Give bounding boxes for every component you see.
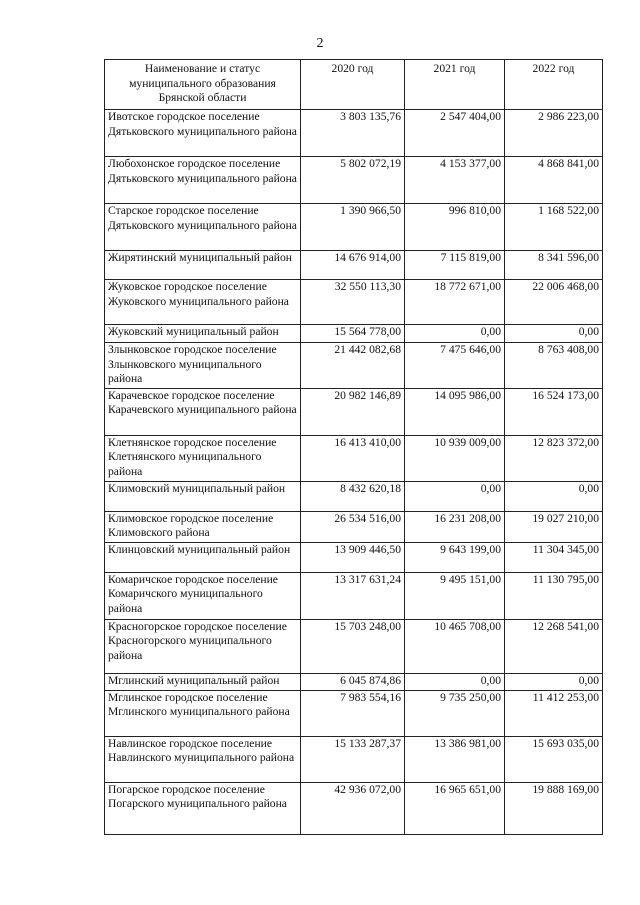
row-name-cell: Любохонское городское поселение Дятьковского муниципального района xyxy=(105,157,301,204)
row-2021-cell: 10 465 708,00 xyxy=(405,619,505,673)
page-number: 2 xyxy=(316,36,324,51)
row-name-cell: Жирятинский муниципальный район xyxy=(105,251,301,280)
table-row xyxy=(105,251,603,280)
row-name-cell: Карачевское городское поселение Карачевского муниципального района xyxy=(105,388,301,435)
row-2021-cell: 0,00 xyxy=(405,481,505,511)
row-name-cell: Погарское городское поселение Погарского муниципального района xyxy=(105,782,301,834)
row-2020-cell: 21 442 082,68 xyxy=(301,343,405,389)
table-row xyxy=(105,325,603,343)
row-name-cell: Жуковское городское поселение Жуковского муниципального района xyxy=(105,280,301,325)
row-name-cell: Мглинское городское поселение Мглинского муниципального района xyxy=(105,690,301,736)
row-2020-cell: 13 909 446,50 xyxy=(301,542,405,572)
row-2021-cell: 7 115 819,00 xyxy=(405,251,505,280)
row-2021-cell: 13 386 981,00 xyxy=(405,736,505,782)
row-2020-cell: 32 550 113,30 xyxy=(301,280,405,325)
table-row xyxy=(105,435,603,481)
row-2021-cell: 7 475 646,00 xyxy=(405,343,505,389)
row-2022-cell: 12 268 541,00 xyxy=(505,619,603,673)
table-header-row xyxy=(105,60,603,110)
table-row xyxy=(105,110,603,157)
row-2022-cell: 0,00 xyxy=(505,481,603,511)
budget-table xyxy=(104,59,603,835)
table-row xyxy=(105,280,603,325)
row-name-cell: Клетнянское городское поселение Клетнянского муниципального района xyxy=(105,435,301,481)
table-row xyxy=(105,481,603,511)
row-2020-cell: 3 803 135,76 xyxy=(301,110,405,157)
row-name-cell: Навлинское городское поселение Навлинского муниципального района xyxy=(105,736,301,782)
row-2020-cell: 15 133 287,37 xyxy=(301,736,405,782)
row-2021-cell: 996 810,00 xyxy=(405,204,505,251)
row-2022-cell: 22 006 468,00 xyxy=(505,280,603,325)
row-2022-cell: 0,00 xyxy=(505,673,603,690)
table-row xyxy=(105,690,603,736)
header-2020: 2020 год xyxy=(301,60,405,110)
row-2020-cell: 20 982 146,89 xyxy=(301,388,405,435)
row-name-cell: Старское городское поселение Дятьковского муниципального района xyxy=(105,204,301,251)
row-2020-cell: 7 983 554,16 xyxy=(301,690,405,736)
row-name-cell: Злынковское городское поселение Злынковского муниципального района xyxy=(105,343,301,389)
header-2022: 2022 год xyxy=(505,60,603,110)
row-2021-cell: 0,00 xyxy=(405,673,505,690)
table-row xyxy=(105,572,603,619)
table-row xyxy=(105,157,603,204)
row-2020-cell: 42 936 072,00 xyxy=(301,782,405,834)
row-2022-cell: 8 341 596,00 xyxy=(505,251,603,280)
row-2021-cell: 9 735 250,00 xyxy=(405,690,505,736)
table-row xyxy=(105,673,603,690)
row-2021-cell: 2 547 404,00 xyxy=(405,110,505,157)
table-row xyxy=(105,343,603,389)
row-2020-cell: 13 317 631,24 xyxy=(301,572,405,619)
row-2021-cell: 10 939 009,00 xyxy=(405,435,505,481)
row-name-cell: Мглинский муниципальный район xyxy=(105,673,301,690)
row-2022-cell: 12 823 372,00 xyxy=(505,435,603,481)
row-2021-cell: 18 772 671,00 xyxy=(405,280,505,325)
row-2022-cell: 2 986 223,00 xyxy=(505,110,603,157)
row-2021-cell: 9 495 151,00 xyxy=(405,572,505,619)
row-2022-cell: 16 524 173,00 xyxy=(505,388,603,435)
table-body xyxy=(105,110,603,835)
row-name-cell: Жуковский муниципальный район xyxy=(105,325,301,343)
table-row xyxy=(105,511,603,542)
row-2020-cell: 14 676 914,00 xyxy=(301,251,405,280)
row-name-cell: Комаричское городское поселение Комаричского муниципального района xyxy=(105,572,301,619)
row-2020-cell: 5 802 072,19 xyxy=(301,157,405,204)
row-2021-cell: 14 095 986,00 xyxy=(405,388,505,435)
row-2022-cell: 4 868 841,00 xyxy=(505,157,603,204)
row-2021-cell: 9 643 199,00 xyxy=(405,542,505,572)
row-name-cell: Клинцовский муниципальный район xyxy=(105,542,301,572)
row-2022-cell: 19 027 210,00 xyxy=(505,511,603,542)
table-row xyxy=(105,619,603,673)
table-row xyxy=(105,782,603,834)
row-2021-cell: 16 965 651,00 xyxy=(405,782,505,834)
row-name-cell: Климовское городское поселение Климовского района xyxy=(105,511,301,542)
row-2021-cell: 16 231 208,00 xyxy=(405,511,505,542)
row-2022-cell: 0,00 xyxy=(505,325,603,343)
row-2022-cell: 15 693 035,00 xyxy=(505,736,603,782)
table-row xyxy=(105,204,603,251)
table-row xyxy=(105,388,603,435)
row-2021-cell: 0,00 xyxy=(405,325,505,343)
row-2020-cell: 8 432 620,18 xyxy=(301,481,405,511)
row-2020-cell: 1 390 966,50 xyxy=(301,204,405,251)
row-2022-cell: 19 888 169,00 xyxy=(505,782,603,834)
row-2022-cell: 11 412 253,00 xyxy=(505,690,603,736)
row-2022-cell: 11 304 345,00 xyxy=(505,542,603,572)
header-2021: 2021 год xyxy=(405,60,505,110)
table-row xyxy=(105,736,603,782)
row-2022-cell: 1 168 522,00 xyxy=(505,204,603,251)
row-name-cell: Климовский муниципальный район xyxy=(105,481,301,511)
row-2022-cell: 11 130 795,00 xyxy=(505,572,603,619)
row-2020-cell: 26 534 516,00 xyxy=(301,511,405,542)
row-2021-cell: 4 153 377,00 xyxy=(405,157,505,204)
row-2020-cell: 6 045 874,86 xyxy=(301,673,405,690)
header-name: Наименование и статус муниципального образования Брянской области xyxy=(105,60,301,110)
row-name-cell: Ивотское городское поселение Дятьковского муниципального района xyxy=(105,110,301,157)
row-2022-cell: 8 763 408,00 xyxy=(505,343,603,389)
table-row xyxy=(105,542,603,572)
row-2020-cell: 15 703 248,00 xyxy=(301,619,405,673)
row-2020-cell: 15 564 778,00 xyxy=(301,325,405,343)
row-name-cell: Красногорское городское поселение Красногорского муниципального района xyxy=(105,619,301,673)
row-2020-cell: 16 413 410,00 xyxy=(301,435,405,481)
